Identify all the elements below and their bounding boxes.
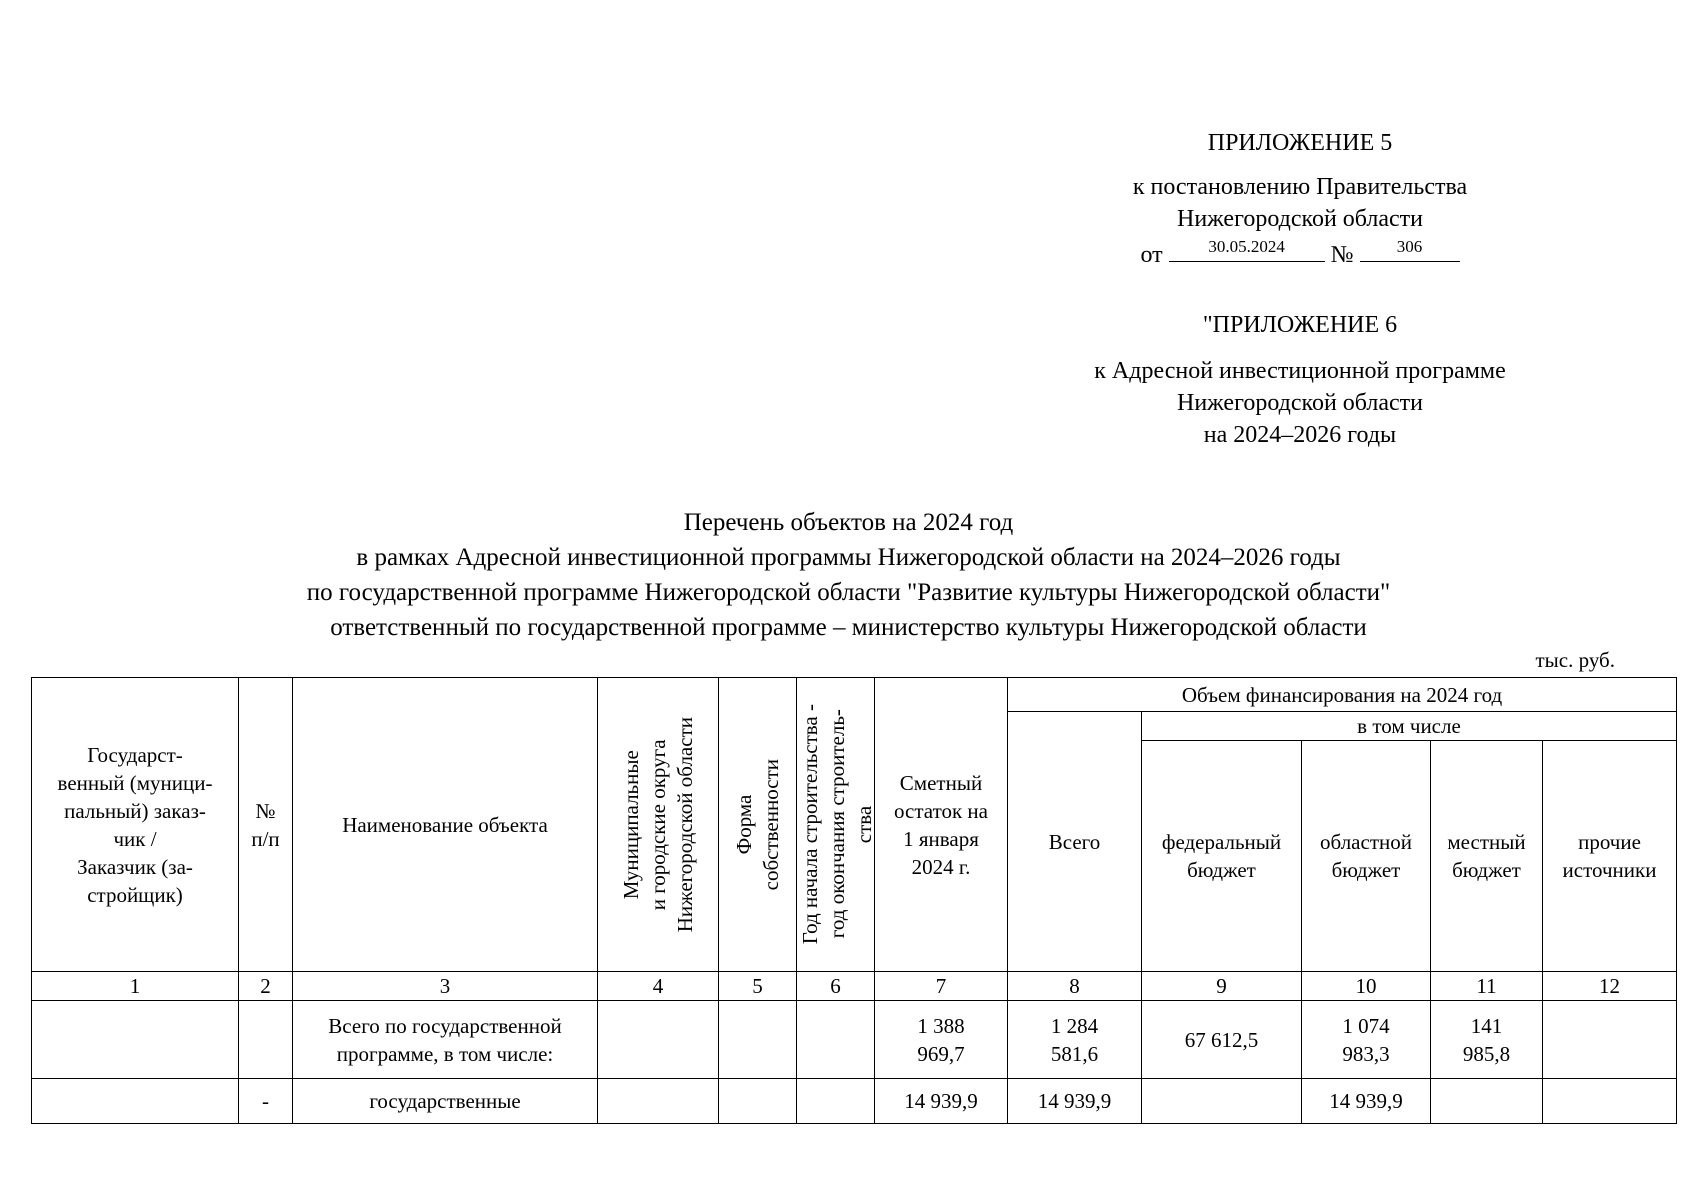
appendix-5-title: ПРИЛОЖЕНИЕ 5 (1207, 130, 1393, 156)
header-regional: областной бюджет (1302, 741, 1431, 972)
appendix-5-block (1000, 127, 1600, 271)
col-number: 8 (1008, 972, 1142, 1001)
header-name: Наименование объекта (293, 678, 598, 972)
cell-num: - (239, 1079, 293, 1124)
col-number: 3 (293, 972, 598, 1001)
date-field (1169, 235, 1325, 262)
header-num: № п/п (239, 678, 293, 972)
cell-customer (32, 1001, 239, 1079)
cell-local (1431, 1079, 1543, 1124)
cell-total: 1 284 581,6 (1008, 1001, 1142, 1079)
header-municipal-text: Муниципальные и городские округа Нижегородской области (618, 716, 697, 933)
cell-federal (1142, 1079, 1302, 1124)
header-including: в том числе (1142, 712, 1677, 741)
header-funding: Объем финансирования на 2024 год (1008, 678, 1677, 712)
header-ownership-text: Форма собственности (731, 758, 783, 891)
cell-estimate: 14 939,9 (875, 1079, 1008, 1124)
cell-federal: 67 612,5 (1142, 1001, 1302, 1079)
cell-years (797, 1079, 875, 1124)
decree-line: к постановлению Правительства (1132, 174, 1468, 200)
table-row-state (32, 1079, 1677, 1124)
cell-customer (32, 1079, 239, 1124)
col-number: 7 (875, 972, 1008, 1001)
program-line: к Адресной инвестиционной программе (1094, 358, 1506, 384)
column-number-row (32, 972, 1677, 1001)
col-number: 5 (719, 972, 797, 1001)
cell-ownership (719, 1079, 797, 1124)
header-row-1 (32, 678, 1677, 712)
title-line-3: по государственной программе Нижегородской области "Развитие культуры Нижегородской области" (306, 579, 1391, 606)
header-total: Всего (1008, 712, 1142, 972)
from-label: от (1140, 242, 1163, 268)
col-number: 11 (1431, 972, 1543, 1001)
appendix-6-block (975, 309, 1625, 451)
cell-regional: 14 939,9 (1302, 1079, 1431, 1124)
region-line: Нижегородской области (1176, 206, 1424, 232)
number-value: 306 (1396, 237, 1423, 256)
document-title (0, 505, 1697, 645)
title-line-2: в рамках Адресной инвестиционной программы Нижегородской области на 2024–2026 годы (356, 544, 1341, 571)
cell-name: государственные (293, 1079, 598, 1124)
date-value: 30.05.2024 (1208, 237, 1285, 256)
appendix-6-title: "ПРИЛОЖЕНИЕ 6 (1202, 312, 1398, 338)
header-years-text: Год начала строительства - год окончания строитель- ства (798, 704, 876, 945)
col-number: 12 (1543, 972, 1677, 1001)
title-line-4: ответственный по государственной программе – министерство культуры Нижегородской области (330, 614, 1367, 641)
cell-regional: 1 074 983,3 (1302, 1001, 1431, 1079)
units-label: тыс. руб. (1535, 648, 1615, 672)
program-region-line: Нижегородской области (1176, 390, 1424, 416)
cell-years (797, 1001, 875, 1079)
header-federal: федеральный бюджет (1142, 741, 1302, 972)
col-number: 2 (239, 972, 293, 1001)
program-years-line: на 2024–2026 годы (1203, 422, 1397, 448)
title-line-1: Перечень объектов на 2024 год (683, 509, 1014, 536)
header-other: прочие источники (1543, 741, 1677, 972)
number-label: № (1330, 242, 1354, 268)
header-ownership (719, 678, 797, 972)
col-number: 1 (32, 972, 239, 1001)
header-customer: Государст- венный (муници- пальный) заказ- чик / Заказчик (за- стройщик) (32, 678, 239, 972)
header-municipal (598, 678, 719, 972)
number-field (1360, 235, 1460, 262)
objects-table (31, 677, 1677, 1124)
cell-name: Всего по государственной программе, в том числе: (293, 1001, 598, 1079)
cell-num (239, 1001, 293, 1079)
col-number: 10 (1302, 972, 1431, 1001)
cell-other (1543, 1001, 1677, 1079)
cell-municipal (598, 1001, 719, 1079)
col-number: 4 (598, 972, 719, 1001)
cell-ownership (719, 1001, 797, 1079)
cell-local: 141 985,8 (1431, 1001, 1543, 1079)
cell-estimate: 1 388 969,7 (875, 1001, 1008, 1079)
table-row-total (32, 1001, 1677, 1079)
header-years (797, 678, 875, 972)
date-number-line (1140, 235, 1459, 271)
col-number: 6 (797, 972, 875, 1001)
cell-total: 14 939,9 (1008, 1079, 1142, 1124)
cell-other (1543, 1079, 1677, 1124)
header-estimate: Сметный остаток на 1 января 2024 г. (875, 678, 1008, 972)
header-local: местный бюджет (1431, 741, 1543, 972)
cell-municipal (598, 1079, 719, 1124)
col-number: 9 (1142, 972, 1302, 1001)
